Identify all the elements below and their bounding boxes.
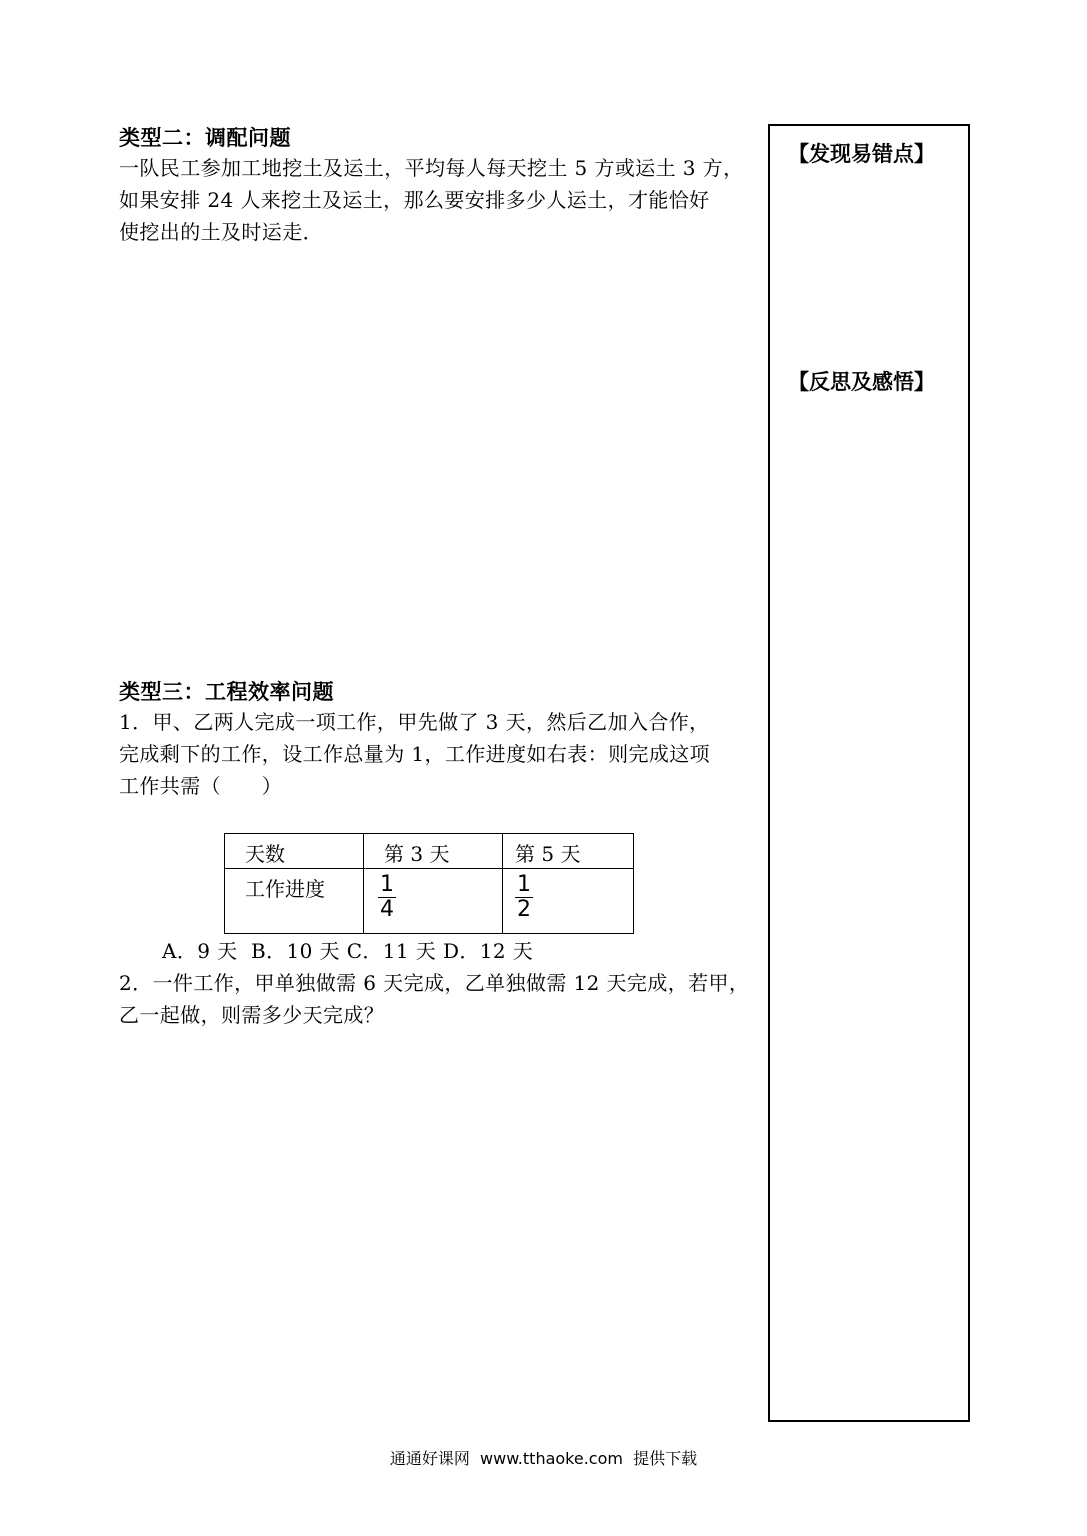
question1-line: 1．甲、乙两人完成一项工作，甲先做了 3 天，然后乙加入合作，: [119, 710, 710, 734]
fraction-cell-day3: [364, 869, 503, 934]
question2-line: 2．一件工作，甲单独做需 6 天完成，乙单独做需 12 天完成，若甲，: [119, 971, 750, 995]
notes-sidebar-box: [768, 124, 970, 1422]
fraction-one-quarter: $\frac{1}{4}$: [380, 872, 394, 922]
progress-table: [224, 833, 634, 934]
question1-line: 工作共需（ ）: [119, 774, 283, 798]
question1: [119, 706, 759, 802]
section2-line: 如果安排 24 人来挖土及运土，那么要安排多少人运土，才能恰好: [119, 188, 710, 212]
table-header-row: [225, 834, 634, 869]
section2-line: 一队民工参加工地挖土及运土，平均每人每天挖土 5 方或运土 3 方，: [119, 156, 744, 180]
table-row: [225, 869, 634, 934]
fraction-one-half: $\frac{1}{2}$: [517, 872, 531, 922]
table-row-label: 工作进度: [225, 869, 364, 934]
table-header-day3: 第 3 天: [364, 834, 503, 869]
question2-line: 乙一起做，则需多少天完成？: [119, 1003, 385, 1027]
sidebar-label-mistakes: 【发现易错点】: [788, 141, 935, 166]
section3-heading: 类型三：工程效率问题: [119, 679, 334, 704]
table-header-days: 天数: [225, 834, 364, 869]
section2-line: 使挖出的土及时运走．: [119, 220, 323, 244]
table-header-day5: 第 5 天: [503, 834, 634, 869]
question2: [119, 967, 759, 1031]
fraction-cell-day5: [503, 869, 634, 934]
question1-options: A．9 天 B．10 天 C．11 天 D．12 天: [162, 939, 534, 963]
section2-problem: [119, 152, 759, 248]
page-footer: 通通好课网 www.tthaoke.com 提供下载: [389, 1449, 698, 1468]
question1-line: 完成剩下的工作，设工作总量为 1，工作进度如右表：则完成这项: [119, 742, 711, 766]
sidebar-label-reflection: 【反思及感悟】: [788, 369, 935, 394]
section2-heading: 类型二：调配问题: [119, 125, 291, 150]
